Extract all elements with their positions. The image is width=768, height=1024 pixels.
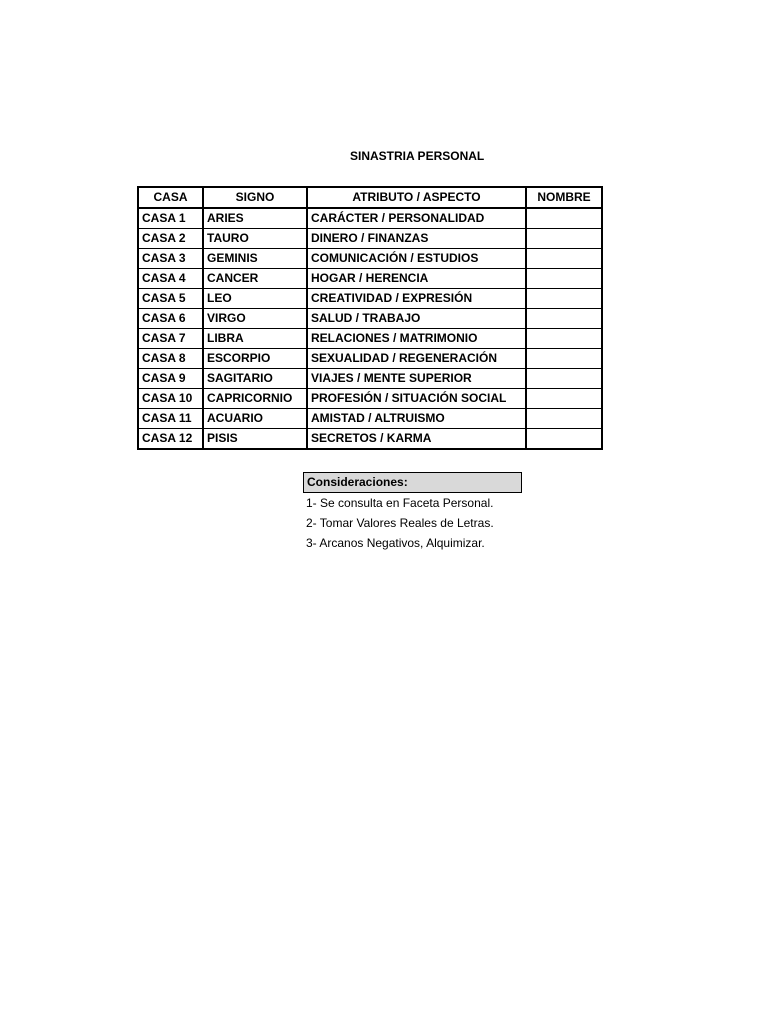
cell-atributo: RELACIONES / MATRIMONIO [307,329,526,349]
cell-nombre[interactable] [526,229,602,249]
cell-nombre[interactable] [526,429,602,450]
consideration-item: 1- Se consulta en Faceta Personal. [306,496,494,510]
cell-nombre[interactable] [526,409,602,429]
table-row [138,269,602,289]
cell-signo: CANCER [203,269,307,289]
cell-signo: TAURO [203,229,307,249]
cell-nombre[interactable] [526,349,602,369]
table-row [138,369,602,389]
cell-signo: ARIES [203,208,307,229]
cell-signo: GEMINIS [203,249,307,269]
cell-atributo: CREATIVIDAD / EXPRESIÓN [307,289,526,309]
cell-nombre[interactable] [526,289,602,309]
cell-nombre[interactable] [526,269,602,289]
header-atributo: ATRIBUTO / ASPECTO [307,187,526,208]
consideration-item: 3- Arcanos Negativos, Alquimizar. [306,536,485,550]
table-row [138,389,602,409]
cell-casa: CASA 2 [138,229,203,249]
cell-casa: CASA 7 [138,329,203,349]
cell-signo: CAPRICORNIO [203,389,307,409]
cell-casa: CASA 9 [138,369,203,389]
table-row [138,349,602,369]
cell-atributo: DINERO / FINANZAS [307,229,526,249]
cell-atributo: SEXUALIDAD / REGENERACIÓN [307,349,526,369]
page-title: SINASTRIA PERSONAL [350,149,485,163]
table-row [138,249,602,269]
cell-nombre[interactable] [526,389,602,409]
cell-signo: PISIS [203,429,307,450]
header-casa: CASA [138,187,203,208]
cell-casa: CASA 8 [138,349,203,369]
considerations-block [303,472,522,553]
sinastria-table [137,186,603,450]
considerations-header: Consideraciones: [303,472,522,493]
cell-signo: LIBRA [203,329,307,349]
cell-atributo: CARÁCTER / PERSONALIDAD [307,208,526,229]
cell-signo: ESCORPIO [203,349,307,369]
table-row [138,329,602,349]
cell-atributo: COMUNICACIÓN / ESTUDIOS [307,249,526,269]
consideration-item: 2- Tomar Valores Reales de Letras. [306,516,494,530]
table-row [138,289,602,309]
cell-atributo: SECRETOS / KARMA [307,429,526,450]
cell-nombre[interactable] [526,329,602,349]
header-signo: SIGNO [203,187,307,208]
table-row [138,208,602,229]
cell-casa: CASA 10 [138,389,203,409]
cell-casa: CASA 5 [138,289,203,309]
table-row [138,409,602,429]
cell-signo: ACUARIO [203,409,307,429]
table-body [138,208,602,449]
cell-nombre[interactable] [526,208,602,229]
cell-atributo: AMISTAD / ALTRUISMO [307,409,526,429]
cell-atributo: PROFESIÓN / SITUACIÓN SOCIAL [307,389,526,409]
cell-signo: VIRGO [203,309,307,329]
cell-atributo: SALUD / TRABAJO [307,309,526,329]
cell-casa: CASA 3 [138,249,203,269]
cell-signo: LEO [203,289,307,309]
table-header-row [138,187,602,208]
table-row [138,429,602,450]
cell-nombre[interactable] [526,309,602,329]
cell-nombre[interactable] [526,249,602,269]
table-row [138,229,602,249]
cell-casa: CASA 11 [138,409,203,429]
cell-casa: CASA 6 [138,309,203,329]
cell-atributo: VIAJES / MENTE SUPERIOR [307,369,526,389]
cell-nombre[interactable] [526,369,602,389]
cell-atributo: HOGAR / HERENCIA [307,269,526,289]
header-nombre: NOMBRE [526,187,602,208]
cell-casa: CASA 4 [138,269,203,289]
cell-signo: SAGITARIO [203,369,307,389]
table-row [138,309,602,329]
cell-casa: CASA 12 [138,429,203,450]
cell-casa: CASA 1 [138,208,203,229]
